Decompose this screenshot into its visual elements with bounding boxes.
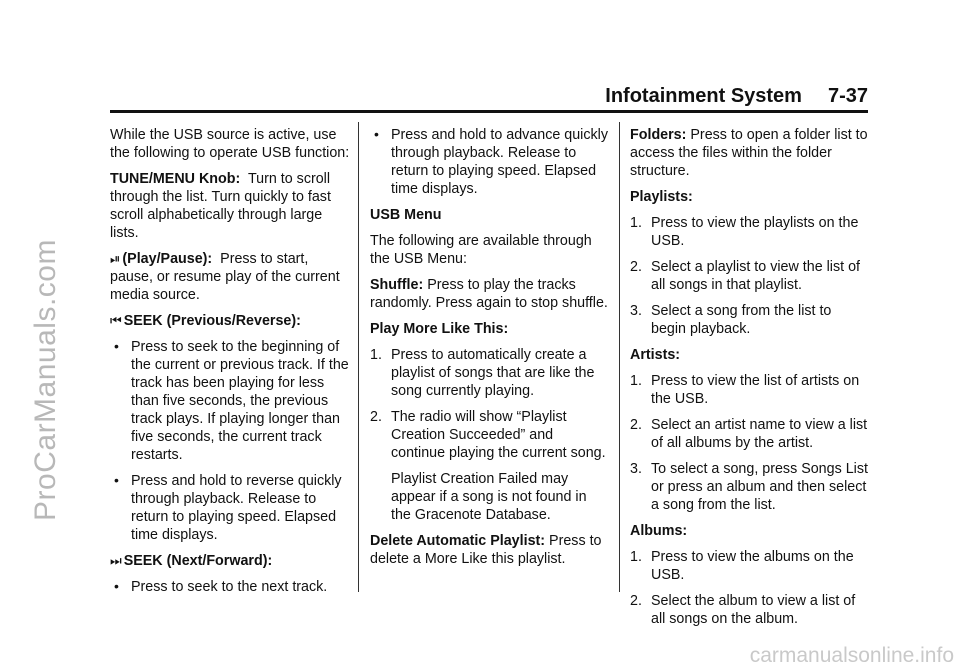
numbered-item [630, 592, 870, 628]
item-number: 2. [630, 593, 642, 609]
page-number: 7-37 [827, 85, 868, 107]
folders-paragraph [630, 126, 870, 180]
tune-label: TUNE/MENU Knob: [110, 171, 241, 187]
section-title: Infotainment System [605, 85, 802, 107]
bullet-text: Press and hold to advance quickly through playback. Release to return to playing speed. Elapsed time displays. [391, 127, 608, 197]
seek-prev-label: SEEK (Previous/Reverse): [123, 313, 301, 329]
artists-heading: Artists: [630, 347, 681, 363]
intro-paragraph: While the USB source is active, use the following to operate USB function: [110, 127, 350, 161]
delete-playlist-label: Delete Automatic Playlist: [370, 533, 546, 549]
shuffle-label: Shuffle: [370, 277, 424, 293]
play-pause-text: Press to start, pause, or resume play of the current media source. [110, 251, 340, 303]
tune-text: Turn to scroll through the list. Turn quickly to fast scroll alphabetically through large lists. [110, 171, 331, 241]
item-text: Press to view the list of artists on the USB. [651, 373, 860, 407]
play-pause-icon: ⏯ [110, 251, 121, 266]
play-pause-label: (Play/Pause): [122, 251, 213, 267]
bullet-icon: • [374, 126, 379, 142]
item-number: 1. [630, 549, 642, 565]
column-3 [630, 126, 870, 636]
numbered-item [630, 460, 870, 514]
item-text: The radio will show “Playlist Creation Succeeded” and continue playing the current song. [391, 409, 606, 461]
header-rule [110, 110, 868, 113]
column-divider [358, 122, 359, 592]
item-text: Select the album to view a list of all songs on the album. [651, 593, 856, 627]
delete-playlist-paragraph [370, 532, 610, 568]
numbered-item [630, 258, 870, 294]
folders-text: Press to open a folder list to access the files within the folder structure. [630, 127, 868, 179]
numbered-item [370, 408, 610, 462]
folders-label: Folders: [630, 127, 687, 143]
item-text: Select a song from the list to begin playback. [651, 303, 832, 337]
play-more-like-this-heading: Play More Like This: [370, 321, 509, 337]
item-number: 3. [630, 303, 642, 319]
shuffle-paragraph [370, 276, 610, 312]
bullet-item [110, 578, 350, 596]
numbered-item [630, 372, 870, 408]
seek-next-heading [110, 552, 350, 570]
numbered-item [630, 416, 870, 452]
usb-menu-heading: USB Menu [370, 207, 442, 223]
delete-playlist-text: Press to delete a More Like this playlist. [370, 533, 602, 567]
item-number: 1. [370, 347, 382, 363]
item-number: 2. [630, 417, 642, 433]
page-header [600, 80, 868, 108]
item-number: 3. [630, 461, 642, 477]
bullet-icon: • [114, 338, 119, 354]
item-number: 1. [630, 215, 642, 231]
seek-previous-icon: ⏮ [110, 313, 122, 328]
item-number: 2. [370, 409, 382, 425]
seek-next-icon: ⏭ [110, 553, 122, 568]
column-divider [619, 122, 620, 592]
item-number: 2. [630, 259, 642, 275]
play-pause-paragraph [110, 250, 350, 304]
item-text: Press to automatically create a playlist of songs that are like the song currently playing. [391, 347, 595, 399]
item-text: To select a song, press Songs List or press an album and then select a song from the list. [651, 461, 868, 513]
usb-menu-intro: The following are available through the USB Menu: [370, 233, 592, 267]
playlist-failed-note: Playlist Creation Failed may appear if a song is not found in the Gracenote Database. [391, 471, 587, 523]
footer-watermark: carmanualsonline.info [749, 644, 954, 667]
item-text: Press to view the playlists on the USB. [651, 215, 859, 249]
numbered-item [630, 548, 870, 584]
bullet-item [110, 338, 350, 464]
item-text: Press to view the albums on the USB. [651, 549, 854, 583]
numbered-item [630, 214, 870, 250]
albums-heading: Albums: [630, 523, 688, 539]
tune-paragraph [110, 170, 350, 242]
shuffle-text: Press to play the tracks randomly. Press again to stop shuffle. [370, 277, 608, 311]
column-1 [110, 126, 350, 604]
numbered-item [370, 346, 610, 400]
bullet-text: Press to seek to the next track. [131, 579, 328, 595]
item-number: 1. [630, 373, 642, 389]
item-text: Select an artist name to view a list of all albums by the artist. [651, 417, 868, 451]
item-text: Select a playlist to view the list of all songs in that playlist. [651, 259, 860, 293]
seek-next-label: SEEK (Next/Forward): [123, 553, 273, 569]
seek-prev-heading [110, 312, 350, 330]
bullet-item [370, 126, 610, 198]
bullet-text: Press and hold to reverse quickly through playback. Release to return to playing speed. Elapsed time displays. [131, 473, 342, 543]
bullet-text: Press to seek to the beginning of the current or previous track. If the track has been playing for less than five seconds, the previous track plays. If playing longer than five seconds, the current track restarts. [131, 339, 349, 463]
bullet-icon: • [114, 578, 119, 594]
playlists-heading: Playlists: [630, 189, 693, 205]
bullet-item [110, 472, 350, 544]
bullet-icon: • [114, 472, 119, 488]
numbered-item [630, 302, 870, 338]
column-2 [370, 126, 610, 576]
